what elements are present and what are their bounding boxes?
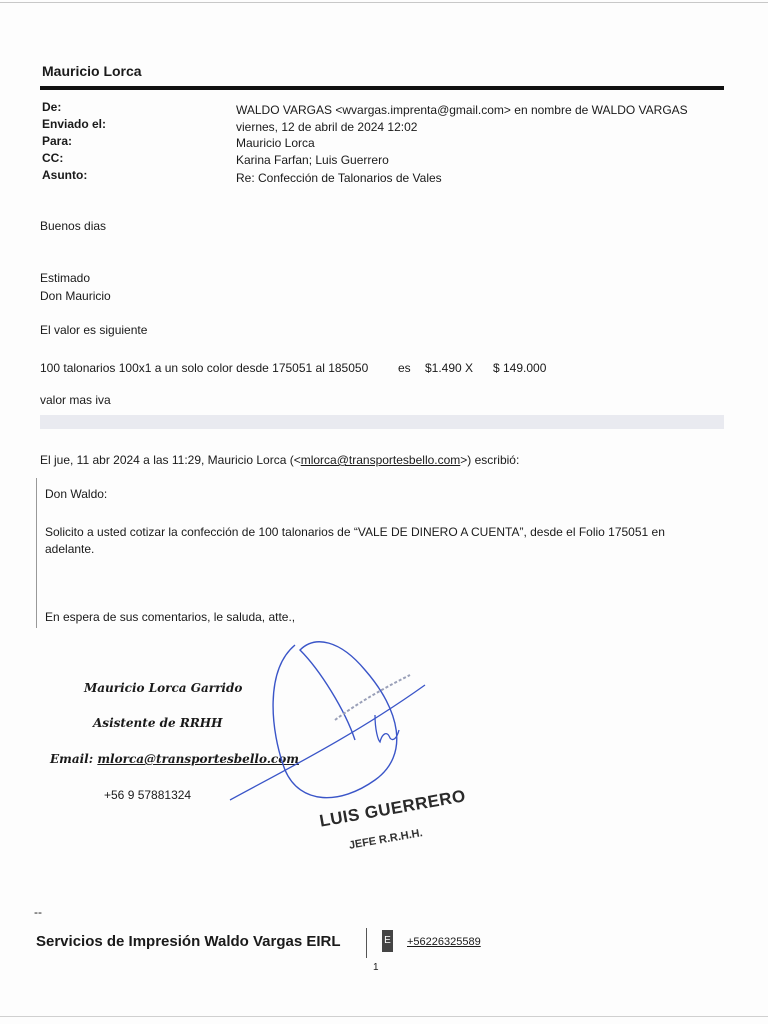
signature-phone: +56 9 57881324 [104,788,192,802]
scan-top-edge [0,2,768,3]
attribution-email-link[interactable]: mlorca@transportesbello.com [300,453,461,467]
footer-divider [366,928,367,958]
quote-item: 100 talonarios 100x1 a un solo color desde 175051 al 185050 [40,361,369,375]
header-value-sent: viernes, 12 de abril de 2024 12:02 [236,120,418,134]
attribution-prefix: El jue, 11 abr 2024 a las 11:29, Mauricio Lorca (< [40,453,301,467]
reply-attribution [40,453,519,467]
header-label-to: Para: [42,134,73,148]
footer-phone-link[interactable]: +56226325589 [407,936,481,948]
header-value-cc: Karina Farfan; Luis Guerrero [236,153,389,167]
header-value-from: WALDO VARGAS <wvargas.imprenta@gmail.com> en nombre de WALDO VARGAS [236,103,688,117]
tax-note: valor mas iva [40,393,111,407]
signature-email-label: Email: [50,752,94,766]
stamp-name: LUIS GUERRERO [318,786,468,831]
quote-bar [36,478,37,628]
quoted-request-line-2: adelante. [45,542,95,556]
quote-word: es [398,361,411,375]
total-price: $ 149.000 [493,361,547,375]
signature-email-link[interactable]: mlorca@transportesbello.com [97,752,299,766]
body-greeting: Buenos dias [40,219,107,233]
attribution-suffix: >) escribió: [460,453,520,467]
header-label-sent: Enviado el: [42,117,107,131]
header-divider [40,86,724,90]
quoted-greeting: Don Waldo: [45,487,108,501]
body-intro: El valor es siguiente [40,323,148,337]
body-salutation-2: Don Mauricio [40,289,111,303]
footer-separator: -- [34,905,42,919]
quoted-request-line-1: Solicito a usted cotizar la confección de 100 talonarios de “VALE DE DINERO A CUENTA”, desde el Folio 175051 en [45,525,665,539]
scan-bottom-edge [0,1016,768,1017]
page-number: 1 [373,962,379,973]
quoted-closing: En espera de sus comentarios, le saluda, atte., [45,610,296,624]
header-label-from: De: [42,100,62,114]
header-value-to: Mauricio Lorca [236,136,315,150]
signature-title: Asistente de RRHH [93,716,223,730]
stamp-role: JEFE R.R.H.H. [348,827,424,852]
header-value-subject: Re: Confección de Talonarios de Vales [236,171,442,185]
body-salutation-1: Estimado [40,271,91,285]
footer-image-icon: E [382,930,393,952]
unit-price: $1.490 X [425,361,474,375]
header-label-cc: CC: [42,151,64,165]
header-label-subject: Asunto: [42,168,88,182]
signature-name: Mauricio Lorca Garrido [84,681,243,695]
mailbox-owner-name: Mauricio Lorca [42,63,142,79]
quoted-section-band [40,415,724,429]
company-name: Servicios de Impresión Waldo Vargas EIRL [36,933,341,950]
